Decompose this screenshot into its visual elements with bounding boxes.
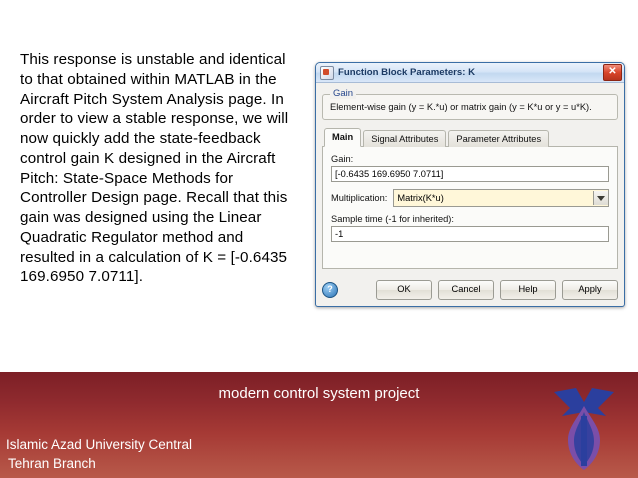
gain-groupbox	[322, 88, 618, 120]
apply-button[interactable]: Apply	[562, 280, 618, 300]
multiplication-row	[331, 189, 609, 207]
action-buttons	[376, 280, 618, 300]
help-button[interactable]: Help	[500, 280, 556, 300]
footer-branch-name: Tehran Branch	[8, 456, 96, 471]
cancel-button[interactable]: Cancel	[438, 280, 494, 300]
function-block-parameters-dialog	[315, 62, 625, 307]
tab-signal-attributes[interactable]: Signal Attributes	[363, 130, 446, 147]
close-icon[interactable]: ✕	[603, 64, 622, 81]
slide-body-text: This response is unstable and identical to that obtained within MATLAB in the Aircraft Pitch System Analysis page. In order to view a stable response, we will now quickly add the state-feedback control gain K designed in the Aircraft Pitch: State-Space Methods for Controller Design page. Recall that this gain was designed using the Linear Quadratic Regulator method and resulted in a calculation of K = [-0.6435 169.6950 7.0711].	[20, 51, 289, 286]
university-logo	[546, 386, 622, 470]
footer-university-name: Islamic Azad University Central	[6, 437, 193, 452]
tab-parameter-attributes[interactable]: Parameter Attributes	[448, 130, 549, 147]
gain-group-description: Element-wise gain (y = K.*u) or matrix gain (y = K*u or y = u*K).	[330, 102, 592, 112]
gain-input[interactable]	[331, 166, 609, 182]
multiplication-select[interactable]	[393, 189, 609, 207]
gain-group-legend: Gain	[330, 88, 356, 99]
dialog-body	[316, 83, 624, 306]
dialog-title: Function Block Parameters: K	[338, 67, 476, 78]
tab-bar	[322, 129, 618, 147]
chevron-down-icon[interactable]	[593, 191, 608, 205]
tab-main[interactable]: Main	[324, 128, 361, 147]
multiplication-label: Multiplication:	[331, 193, 388, 203]
main-tab-panel	[322, 147, 618, 269]
gain-label: Gain:	[331, 154, 354, 164]
help-info-icon[interactable]: ?	[322, 282, 338, 298]
footer-title: modern control system project	[218, 385, 420, 402]
sample-time-input[interactable]	[331, 226, 609, 242]
dialog-titlebar[interactable]	[316, 63, 624, 83]
sample-time-label: Sample time (-1 for inherited):	[331, 214, 454, 224]
block-icon	[320, 66, 334, 80]
ok-button[interactable]: OK	[376, 280, 432, 300]
multiplication-value: Matrix(K*u)	[397, 193, 444, 203]
dialog-button-bar	[322, 280, 618, 300]
